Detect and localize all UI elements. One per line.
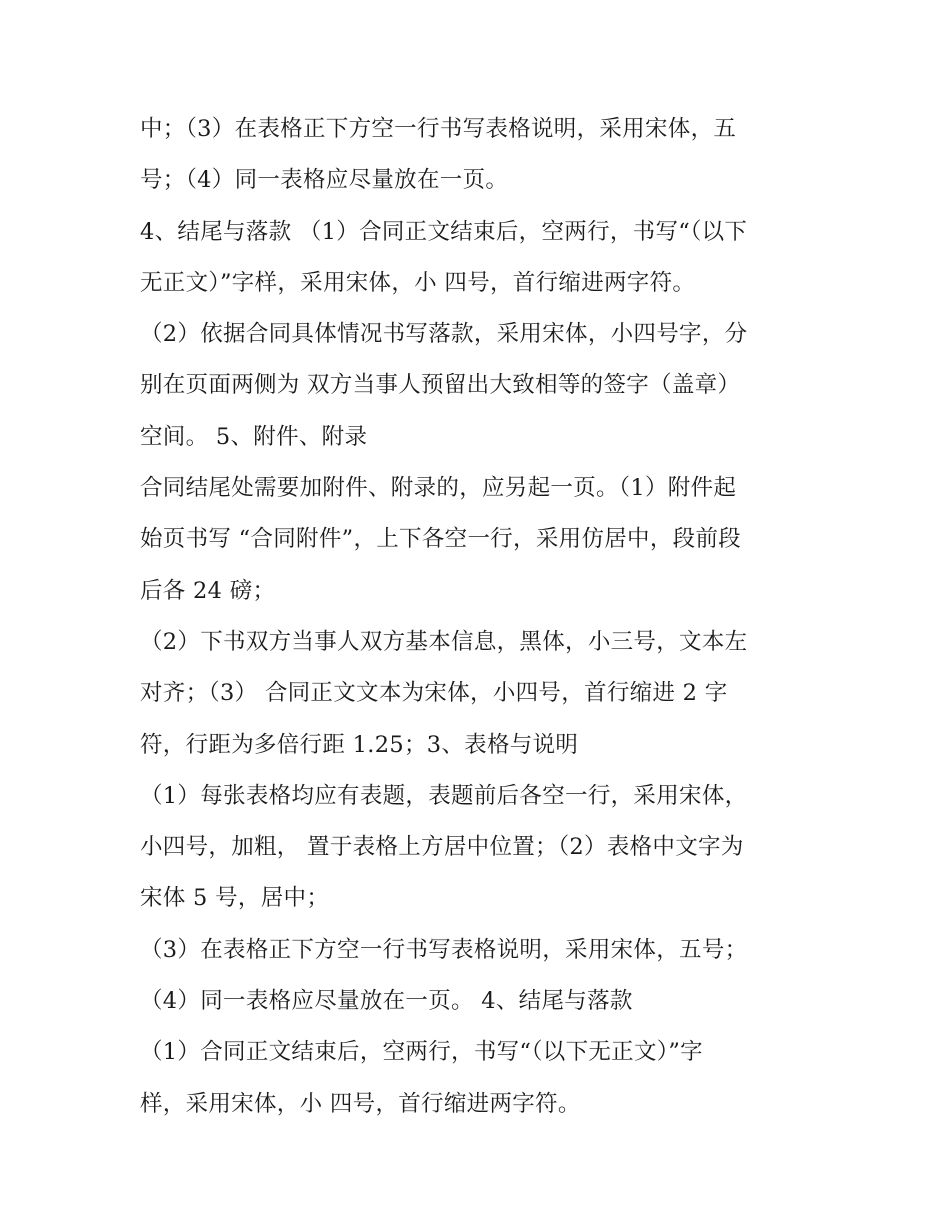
text-line-18: （4）同一表格应尽量放在一页。 4、结尾与落款 (140, 988, 633, 1015)
text-line-19: （1）合同正文结束后，空两行，书写“（以下无正文）”字 (140, 1039, 703, 1066)
text-line-13: 符，行距为多倍行距 1.25；3、表格与说明 (140, 731, 579, 758)
text-line-15: 小四号，加粗， 置于表格上方居中位置；（2）表格中文字为 (140, 834, 744, 861)
text-line-20: 样，采用宋体，小 四号，首行缩进两字符。 (140, 1090, 581, 1117)
text-line-17: （3）在表格正下方空一行书写表格说明，采用宋体，五号； (140, 936, 748, 963)
document-body (140, 104, 840, 1130)
text-line-5: （2）依据合同具体情况书写落款，采用宋体，小四号字，分 (140, 321, 748, 348)
text-line-16: 宋体 5 号，居中； (140, 885, 330, 912)
text-line-11: （2）下书双方当事人双方基本信息，黑体，小三号，文本左 (140, 628, 748, 655)
text-line-2: 号；（4）同一表格应尽量放在一页。 (140, 167, 509, 194)
text-line-6: 别在页面两侧为 双方当事人预留出大致相等的签字（盖章） (140, 372, 741, 399)
text-line-4: 无正文）”字样，采用宋体，小 四号，首行缩进两字符。 (140, 269, 696, 296)
text-line-10: 后各 24 磅； (140, 577, 276, 604)
text-line-12: 对齐；（3） 合同正文文本为宋体，小四号，首行缩进 2 字 (140, 680, 728, 707)
text-line-14: （1）每张表格均应有表题，表题前后各空一行，采用宋体， (140, 782, 748, 809)
text-line-1: 中；（3）在表格正下方空一行书写表格说明，采用宋体，五 (140, 116, 737, 142)
text-line-7: 空间。 5、附件、附录 (140, 423, 368, 450)
text-line-9: 始页书写 “合同附件”，上下各空一行，采用仿居中，段前段 (140, 526, 742, 553)
text-line-3: 4、结尾与落款 （1）合同正文结束后，空两行，书写“（以下 (140, 218, 748, 245)
text-line-8: 合同结尾处需要加附件、附录的，应另起一页。（1）附件起 (140, 475, 737, 502)
